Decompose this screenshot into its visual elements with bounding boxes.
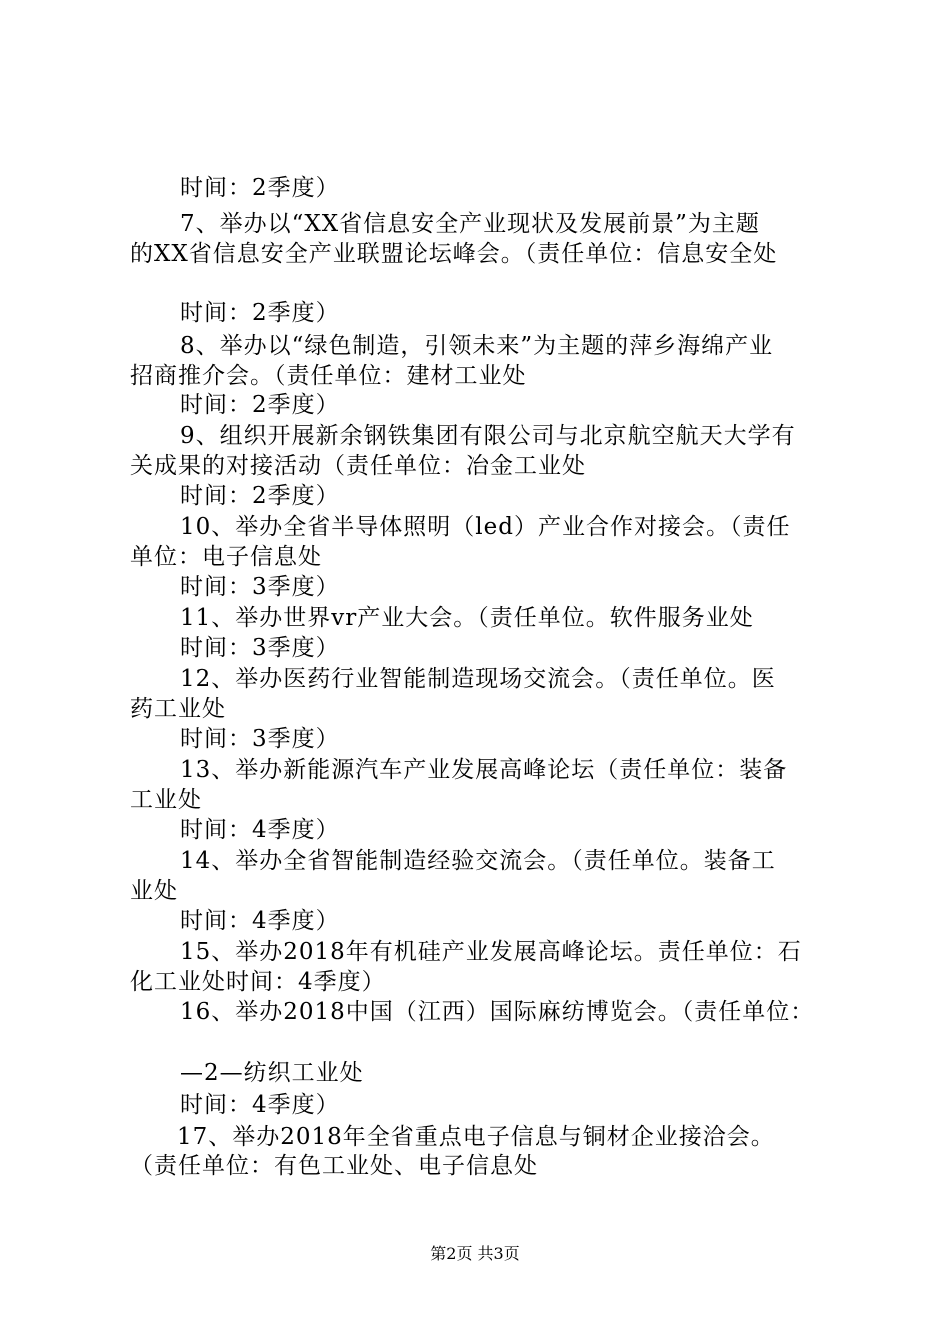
text-line: 业处 [130,878,178,904]
text-line: 的XX省信息安全产业联盟论坛峰会。（责任单位：信息安全处 [130,241,778,267]
text-line: 关成果的对接活动（责任单位：冶金工业处 [130,453,586,479]
text-line: 8、举办以“绿色制造，引领未来”为主题的萍乡海绵产业 [180,333,774,359]
text-line: 15、举办2018年有机硅产业发展高峰论坛。责任单位：石 [180,939,802,965]
text-line: 16、举办2018中国（江西）国际麻纺博览会。（责任单位： [180,999,815,1025]
text-line: 时间：4季度） [180,817,340,843]
text-line: 12、举办医药行业智能制造现场交流会。（责任单位。医 [180,666,776,692]
text-line: 工业处 [130,787,202,813]
text-line: 时间：4季度） [180,908,340,934]
text-line: 时间：3季度） [180,726,340,752]
text-line: 化工业处时间：4季度） [130,969,386,995]
text-line: —2—纺织工业处 [180,1060,364,1086]
text-line: 时间：2季度） [180,483,340,509]
text-line: 时间：3季度） [180,635,340,661]
text-line: 17、举办2018年全省重点电子信息与铜材企业接洽会。 [177,1124,775,1150]
text-line: 时间：4季度） [180,1092,340,1118]
text-line: 招商推介会。（责任单位：建材工业处 [130,363,527,389]
page-number-footer: 第2页 共3页 [430,1244,520,1263]
text-line: 11、举办世界vr产业大会。（责任单位。软件服务业处 [180,605,754,631]
text-line: 单位：电子信息处 [130,544,322,570]
text-line: 7、举办以“XX省信息安全产业现状及发展前景”为主题 [180,211,760,237]
text-line: （责任单位：有色工业处、电子信息处 [130,1153,538,1179]
text-line: 10、举办全省半导体照明（led）产业合作对接会。（责任 [180,514,791,540]
text-line: 时间：2季度） [180,300,340,326]
text-line: 时间：2季度） [180,392,340,418]
text-line: 9、组织开展新余钢铁集团有限公司与北京航空航天大学有 [180,423,796,449]
text-line: 时间：2季度） [180,175,340,201]
text-line: 13、举办新能源汽车产业发展高峰论坛（责任单位：装备 [180,757,788,783]
text-line: 14、举办全省智能制造经验交流会。（责任单位。装备工 [180,848,776,874]
text-line: 时间：3季度） [180,574,340,600]
text-line: 药工业处 [130,696,226,722]
